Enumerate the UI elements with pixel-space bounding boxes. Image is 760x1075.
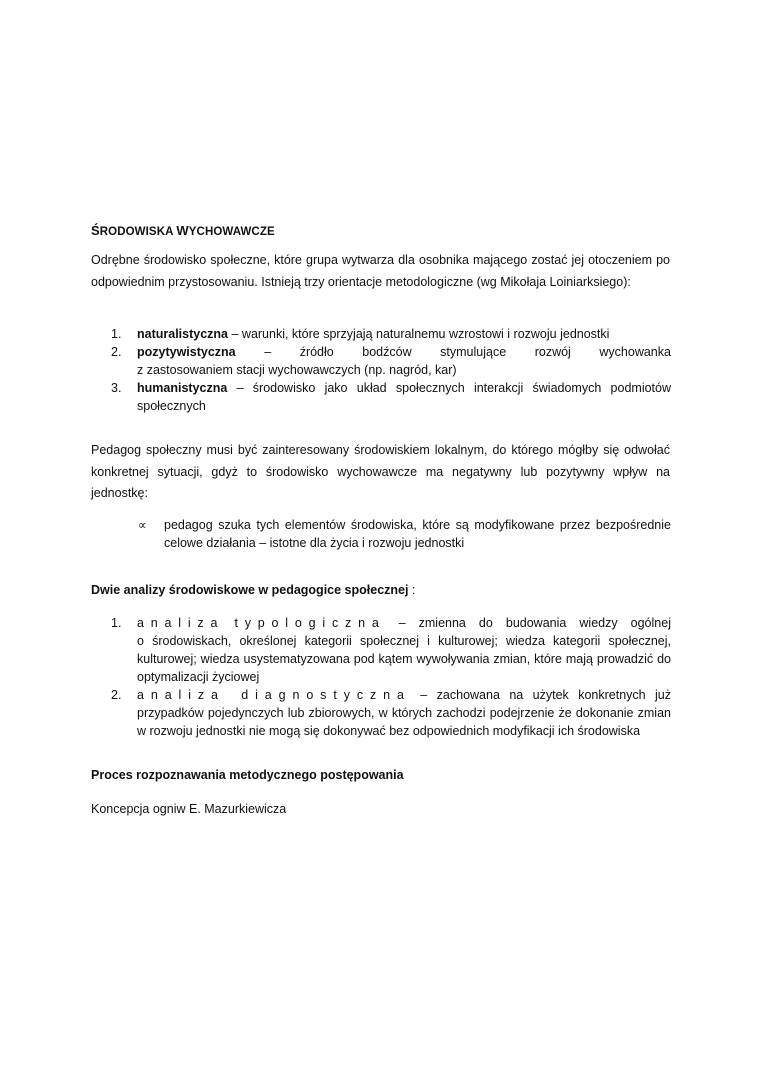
bullet-list bbox=[138, 516, 671, 552]
proportional-bullet-icon: ∝ bbox=[138, 518, 147, 532]
word: rozwój bbox=[534, 345, 571, 359]
list-text: z zastosowaniem stacji wychowawczych (np. nagród, kar) bbox=[137, 363, 457, 377]
bullet-text: pedagog szuka tych elementów środowiska, które są modyfikowane przez bezpośrednie celowe działania – istotne dla życia i rozwoju jednostki bbox=[164, 518, 671, 550]
list-number: 1. bbox=[111, 616, 122, 630]
bullet-item bbox=[138, 516, 671, 552]
list-term: analiza diagnostyczna bbox=[137, 688, 411, 702]
list-item bbox=[111, 325, 671, 343]
list-text: o środowiskach, określonej kategorii społecznej i kulturowej; wiedza kategorii społecznej, kulturowej; wiedza usystematyzowana pod kątem wywoływania zmian, które mają prowadzić do optymalizacji życiowej bbox=[137, 634, 671, 684]
intro-paragraph: Odrębne środowisko społeczne, które grupa wytwarza dla osobnika mającego zostać jej otoczeniem po odpowiednim przystosowaniu. Istnieją trzy orientacje metodologiczne (wg Mikołaja Loiniarksiego): bbox=[91, 253, 670, 289]
title-initial-2: W bbox=[176, 223, 189, 238]
word: budowania bbox=[505, 616, 567, 630]
word: – bbox=[398, 616, 406, 630]
title-rest-1: RODOWISKA bbox=[99, 226, 177, 238]
list-number: 2. bbox=[111, 688, 122, 702]
analyses-heading bbox=[91, 583, 415, 597]
list-first-line bbox=[137, 343, 671, 361]
list-first-line bbox=[137, 614, 671, 632]
list-item bbox=[111, 686, 671, 740]
title-rest-2: YCHOWAWCZE bbox=[188, 226, 275, 238]
word: – bbox=[264, 345, 272, 359]
title-initial-1: Ś bbox=[91, 223, 100, 238]
list-term: pozytywistyczna bbox=[137, 345, 236, 359]
list-term: analiza typologiczna bbox=[137, 616, 386, 630]
concept-line: Koncepcja ogniw E. Mazurkiewicza bbox=[91, 802, 287, 816]
list-text: – zachowana na użytek konkretnych już przypadków pojedynczych lub zbiorowych, w których zachodzi podejrzenie że dokonanie zmian w rozwoju jednostki nie mogą się dokonywać bez odpowiednich modyfikacji ich środowiska bbox=[137, 688, 671, 738]
word: ogólnej bbox=[630, 616, 671, 630]
list-item bbox=[111, 379, 671, 415]
word: do bbox=[478, 616, 493, 630]
list-item bbox=[111, 614, 671, 686]
word: wiedzy bbox=[579, 616, 618, 630]
list-term: humanistyczna bbox=[137, 381, 228, 395]
list-text: – warunki, które sprzyjają naturalnemu wzrostowi i rozwoju jednostki bbox=[228, 327, 610, 341]
analyses-list bbox=[111, 614, 671, 740]
list-number: 1. bbox=[111, 327, 122, 341]
list-item bbox=[111, 343, 671, 379]
page-title bbox=[91, 223, 275, 238]
word: źródło bbox=[299, 345, 334, 359]
analyses-heading-text: Dwie analizy środowiskowe w pedagogice społecznej bbox=[91, 583, 409, 597]
orientations-list bbox=[111, 325, 671, 415]
list-number: 2. bbox=[111, 345, 122, 359]
list-text: – środowisko jako układ społecznych interakcji świadomych podmiotów społecznych bbox=[137, 381, 671, 413]
list-term: naturalistyczna bbox=[137, 327, 229, 341]
pedagog-paragraph: Pedagog społeczny musi być zainteresowany środowiskiem lokalnym, do którego mógłby się odwołać konkretnej sytuacji, gdyż to środowisko wychowawcze ma negatywny lub pozytywny wpływ na jednostkę: bbox=[91, 443, 670, 500]
analyses-heading-suffix: : bbox=[408, 583, 416, 597]
process-heading: Proces rozpoznawania metodycznego postępowania bbox=[91, 768, 404, 782]
list-number: 3. bbox=[111, 381, 122, 395]
word: stymulujące bbox=[440, 345, 507, 359]
word: zmienna bbox=[418, 616, 466, 630]
word: bodźców bbox=[362, 345, 412, 359]
word: wychowanka bbox=[599, 345, 671, 359]
